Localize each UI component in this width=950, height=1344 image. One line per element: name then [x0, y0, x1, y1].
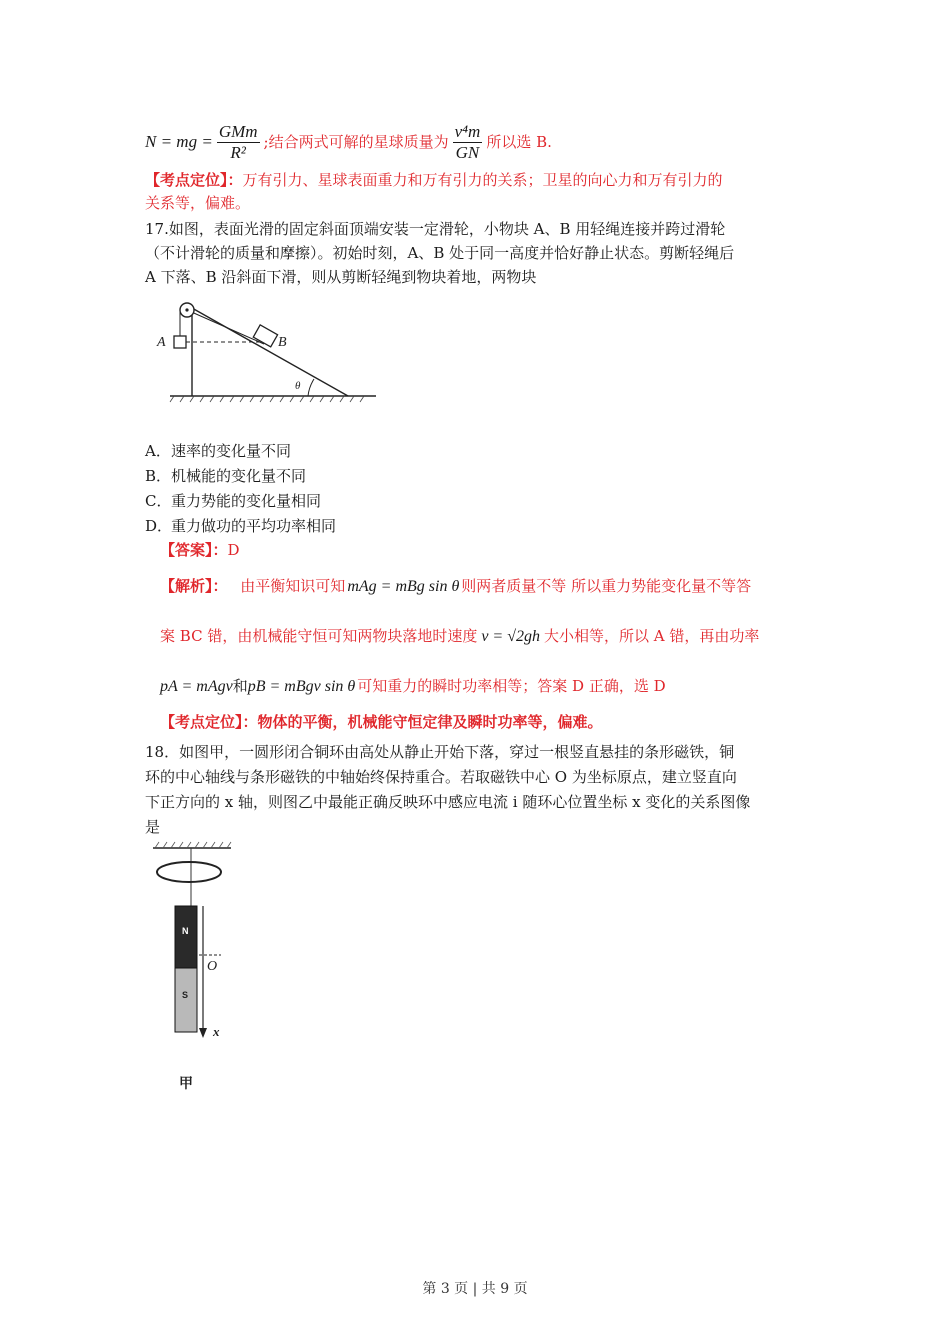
- figure-caption-jia: 甲: [179, 1076, 193, 1092]
- formula-tail-text: 所以选 B.: [486, 133, 552, 151]
- label-s: S: [182, 990, 189, 1000]
- kaodian-tag: 【考点定位】：: [160, 713, 258, 731]
- formula-lhs: N = mg =: [145, 132, 213, 151]
- q16-kaodian-line2: 关系等，偏难。: [145, 194, 251, 212]
- q17-option-c: C．重力势能的变化量相同: [145, 492, 322, 510]
- page-footer: 第 3 页 | 共 9 页: [422, 1281, 528, 1297]
- formula-line: [145, 118, 552, 166]
- label-n: N: [182, 926, 189, 936]
- q17-incline-figure: [140, 290, 380, 410]
- formula-mid-text: ;结合两式可解的星球质量为: [263, 133, 449, 151]
- label-o: O: [207, 959, 218, 974]
- q18-stem-line1: 18．如图甲，一圆形闭合铜环由高处从静止开始下落，穿过一根竖直悬挂的条形磁铁，铜: [145, 743, 735, 761]
- fraction-gmm-r2: $\frac{\text{GMm}}{\text{R²}}$: [218, 121, 258, 162]
- label-theta: θ: [295, 380, 301, 392]
- fraction-v4m-gn: $\frac{\text{v⁴m}}{GN}$: [454, 121, 481, 162]
- magnet-s-half: [175, 968, 197, 1032]
- q18-stem-line4: 是: [145, 818, 161, 836]
- q16-kaodian-tag: 【考点定位】：: [145, 171, 243, 189]
- q17-analysis-line1: 【解析】： 由平衡知识可知 mAg = mBg sin θ 则两者质量不等 所以重力势能变化量不等答: [160, 577, 752, 595]
- q17-stem-line2: （不计滑轮的质量和摩擦）。初始时刻，A、B 处于同一高度并恰好静止状态。剪断轻绳后: [145, 244, 735, 262]
- q17-stem-line3: A 下落、B 沿斜面下滑，则从剪断轻绳到物块着地，两物块: [145, 268, 537, 286]
- block-a: [174, 336, 186, 348]
- copper-ring: [157, 862, 221, 882]
- q17-analysis-line3: pA = mAgv和pB = mBgv sin θ 可知重力的瞬时功率相等；答案 D 正确，选 D: [160, 677, 666, 695]
- label-b: B: [278, 335, 287, 350]
- q18-magnet-figure: [145, 840, 240, 1100]
- q17-option-d: D．重力做功的平均功率相同: [145, 517, 337, 535]
- q17-option-b: B．机械能的变化量不同: [145, 467, 307, 485]
- label-x: x: [213, 1024, 220, 1039]
- q18-stem-line3: 下正方向的 x 轴，则图乙中最能正确反映环中感应电流 i 随环心位置坐标 x 变化的关系图像: [145, 793, 751, 811]
- answer-tag: 【答案】：: [160, 541, 228, 559]
- block-b: [253, 325, 277, 347]
- magnet-n-half: [175, 906, 197, 968]
- q16-kaodian-line1: 【考点定位】：万有引力、星球表面重力和万有引力的关系；卫星的向心力和万有引力的: [145, 171, 723, 189]
- q18-stem-line2: 环的中心轴线与条形磁铁的中轴始终保持重合。若取磁铁中心 O 为坐标原点，建立竖直向: [145, 768, 737, 786]
- label-a: A: [157, 335, 166, 350]
- q17-answer: [160, 540, 240, 560]
- q17-kaodian: 【考点定位】：物体的平衡，机械能守恒定律及瞬时功率等，偏难。: [160, 713, 603, 731]
- q17-option-a: A．速率的变化量不同: [145, 442, 292, 460]
- q17-stem-line1: 17.如图，表面光滑的固定斜面顶端安装一定滑轮，小物块 A、B 用轻绳连接并跨过滑轮: [145, 220, 726, 238]
- analysis-tag: 【解析】：: [160, 577, 228, 595]
- q17-analysis-line2: 案 BC 错，由机械能守恒可知两物块落地时速度 v = √2gh 大小相等，所以 A 错，再由功率: [160, 627, 760, 645]
- answer-value: D: [227, 541, 240, 559]
